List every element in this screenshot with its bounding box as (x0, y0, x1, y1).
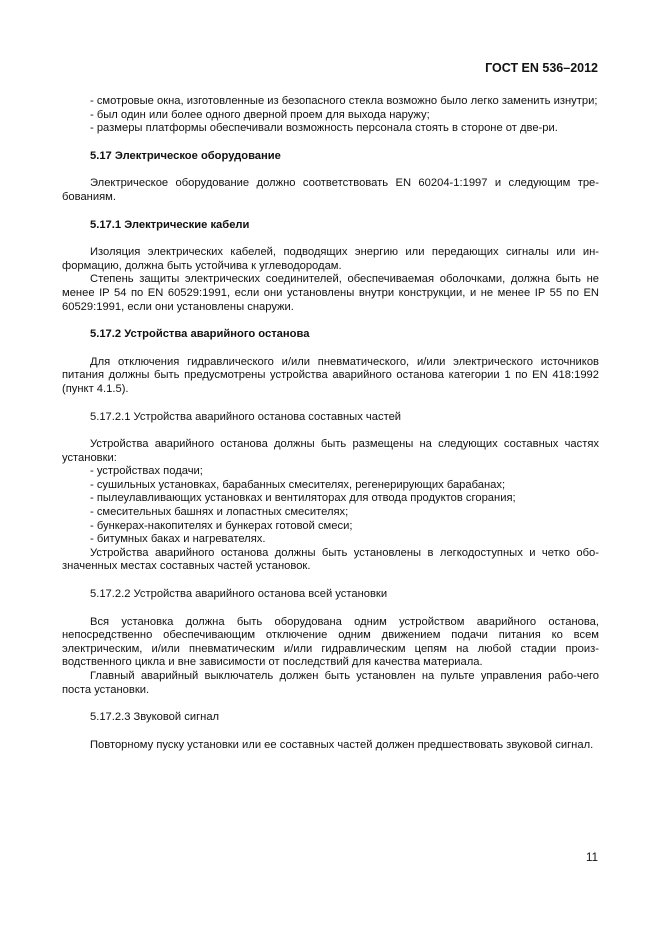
section-heading-5-17: 5.17 Электрическое оборудование (90, 149, 281, 162)
paragraph: Главный аварийный выключатель должен быть установлен на пульте управления рабо-чего поста установки. (62, 670, 599, 696)
list-item: - устройствах подачи; (90, 465, 203, 478)
list-item: - сушильных установках, барабанных смесителях, регенерирующих барабанах; (90, 478, 506, 491)
list-item: - битумных баках и нагревателях. (90, 533, 266, 546)
list-item: - бункерах-накопителях и бункерах готовой смеси; (90, 519, 353, 532)
subsection-heading-5-17-2-3: 5.17.2.3 Звуковой сигнал (90, 711, 220, 724)
section-heading-5-17-2: 5.17.2 Устройства аварийного останова (90, 328, 310, 341)
list-item: - размеры платформы обеспечивали возможность персонала стоять в стороне от две-ри. (90, 122, 558, 135)
paragraph: Изоляция электрических кабелей, подводящих энергию или передающих сигналы или ин-формацию, должна быть устойчива к углеводородам. (62, 246, 599, 272)
subsection-heading-5-17-2-1: 5.17.2.1 Устройства аварийного останова составных частей (90, 410, 402, 423)
paragraph: Устройства аварийного останова должны быть установлены в легкодоступных и четко обо-значенных местах составных частей установок. (62, 546, 599, 573)
paragraph: Для отключения гидравлического и/или пневматического, и/или электрического источников питания должны быть предусмотрены устройства аварийного останова категории 1 по EN 418:1992 (пункт 4.1.5). (62, 355, 599, 395)
paragraph: Степень защиты электрических соединителей, обеспечиваемая оболочками, должна быть не менее IP 54 по EN 60529:1991, если они установлены внутри конструкции, и не менее IP 55 по EN 60529:1991, если они установлены снаружи. (62, 273, 599, 313)
page-number: 11 (586, 852, 598, 864)
document-body (62, 95, 599, 752)
paragraph: Вся установка должна быть оборудована одним устройством аварийного останова, непосредственно обеспечивающим отключение одним движением подачи питания ко всем электрическим, и/или пневматическим и/или гидравлическим цепям на любой стадии произ-водственного цикла и вне зависимости от последствий для качества материала. (62, 615, 599, 669)
paragraph: Повторному пуску установки или ее составных частей должен предшествовать звуковой сигнал. (90, 738, 594, 751)
list-item: - пылеулавливающих установках и вентиляторах для отвода продуктов сгорания; (90, 492, 516, 505)
list-item: - смесительных башнях и лопастных смесителях; (90, 506, 349, 519)
paragraph: Электрическое оборудование должно соответствовать EN 60204-1:1997 и следующим тре-бованиям. (62, 177, 599, 203)
document-code: ГОСТ EN 536–2012 (485, 61, 598, 75)
paragraph: Устройства аварийного останова должны быть размещены на следующих составных частях установки: (62, 438, 599, 464)
list-item: - был один или более одного дверной проем для выхода наружу; (90, 108, 430, 121)
subsection-heading-5-17-2-2: 5.17.2.2 Устройства аварийного останова всей установки (90, 588, 388, 601)
section-heading-5-17-1: 5.17.1 Электрические кабели (90, 218, 250, 231)
list-item: - смотровые окна, изготовленные из безопасного стекла возможно было легко заменить изнутри; (90, 95, 598, 107)
